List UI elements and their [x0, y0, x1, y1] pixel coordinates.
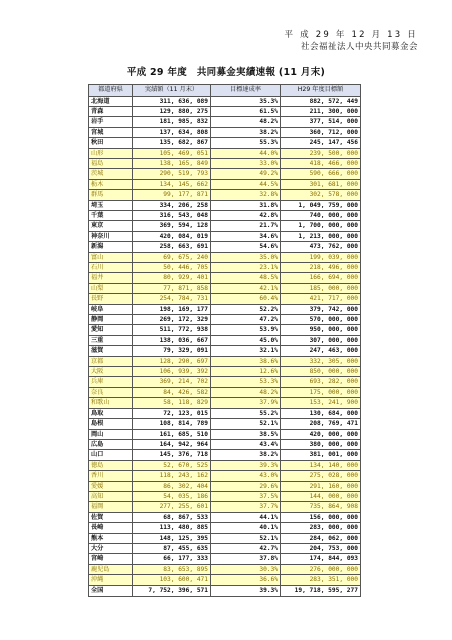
rate-cell: 43.0%: [211, 471, 281, 481]
prefecture-cell: 三重: [89, 335, 133, 345]
amount-cell: 198, 169, 177: [133, 304, 211, 314]
prefecture-cell: 秋田: [89, 138, 133, 148]
amount-cell: 113, 480, 885: [133, 523, 211, 533]
goal-cell: 166, 694, 000: [281, 273, 361, 283]
results-table: [88, 84, 361, 597]
prefecture-cell: 島根: [89, 419, 133, 429]
table-row: [89, 190, 361, 200]
goal-cell: 291, 160, 000: [281, 481, 361, 491]
table-row: [89, 210, 361, 220]
rate-cell: 48.5%: [211, 273, 281, 283]
rate-cell: 23.1%: [211, 263, 281, 273]
amount-cell: 105, 469, 051: [133, 148, 211, 158]
rate-cell: 32.1%: [211, 346, 281, 356]
rate-cell: 42.7%: [211, 543, 281, 553]
rate-cell: 37.5%: [211, 491, 281, 501]
amount-cell: 80, 929, 401: [133, 273, 211, 283]
rate-cell: 39.3%: [211, 460, 281, 470]
goal-cell: 156, 000, 000: [281, 512, 361, 522]
rate-cell: 48.2%: [211, 117, 281, 127]
table-row: [89, 512, 361, 522]
goal-cell: 740, 000, 000: [281, 210, 361, 220]
goal-cell: 332, 305, 000: [281, 356, 361, 366]
table-row: [89, 315, 361, 325]
table-row: [89, 429, 361, 439]
rate-cell: 38.2%: [211, 127, 281, 137]
goal-cell: 381, 001, 000: [281, 450, 361, 460]
amount-cell: 164, 942, 964: [133, 439, 211, 449]
goal-cell: 302, 578, 000: [281, 190, 361, 200]
goal-cell: 199, 039, 000: [281, 252, 361, 262]
table-row: [89, 543, 361, 553]
goal-cell: 275, 028, 000: [281, 471, 361, 481]
table-row: [89, 283, 361, 293]
rate-cell: 48.2%: [211, 387, 281, 397]
table-row: [89, 304, 361, 314]
goal-cell: 950, 000, 000: [281, 325, 361, 335]
table-row: [89, 481, 361, 491]
goal-cell: 144, 000, 000: [281, 491, 361, 501]
amount-cell: 118, 243, 162: [133, 471, 211, 481]
table-row: [89, 564, 361, 574]
table-body: [89, 96, 361, 585]
amount-cell: 77, 871, 858: [133, 283, 211, 293]
rate-cell: 31.8%: [211, 200, 281, 210]
prefecture-cell: 岩手: [89, 117, 133, 127]
goal-cell: 420, 000, 000: [281, 429, 361, 439]
goal-cell: 1, 213, 000, 000: [281, 231, 361, 241]
prefecture-cell: 北海道: [89, 96, 133, 106]
amount-cell: 316, 543, 048: [133, 210, 211, 220]
prefecture-cell: 富山: [89, 252, 133, 262]
goal-cell: 1, 049, 759, 000: [281, 200, 361, 210]
amount-cell: 269, 172, 329: [133, 315, 211, 325]
amount-cell: 138, 165, 849: [133, 158, 211, 168]
table-row: [89, 106, 361, 116]
goal-cell: 283, 351, 000: [281, 575, 361, 585]
goal-cell: 418, 466, 000: [281, 158, 361, 168]
rate-cell: 36.6%: [211, 575, 281, 585]
prefecture-cell: 広島: [89, 439, 133, 449]
prefecture-cell: 茨城: [89, 169, 133, 179]
amount-cell: 138, 036, 667: [133, 335, 211, 345]
prefecture-cell: 福島: [89, 158, 133, 168]
rate-cell: 43.4%: [211, 439, 281, 449]
table-row: [89, 221, 361, 231]
prefecture-cell: 青森: [89, 106, 133, 116]
column-header-rate: 目標達成率: [211, 85, 281, 97]
amount-cell: 135, 682, 867: [133, 138, 211, 148]
amount-cell: 181, 985, 832: [133, 117, 211, 127]
goal-cell: 185, 000, 000: [281, 283, 361, 293]
prefecture-cell: 熊本: [89, 533, 133, 543]
prefecture-cell: 佐賀: [89, 512, 133, 522]
table-row: [89, 533, 361, 543]
prefecture-cell: 栃木: [89, 179, 133, 189]
amount-cell: 145, 376, 718: [133, 450, 211, 460]
prefecture-cell: 大分: [89, 543, 133, 553]
goal-cell: 570, 000, 000: [281, 315, 361, 325]
amount-cell: 129, 880, 275: [133, 106, 211, 116]
amount-cell: 369, 594, 128: [133, 221, 211, 231]
prefecture-cell: 千葉: [89, 210, 133, 220]
column-header-prefecture: 都道府県: [89, 85, 133, 97]
column-header-amount: 実績額（11 月末）: [133, 85, 211, 97]
amount-cell: 103, 600, 471: [133, 575, 211, 585]
rate-cell: 30.3%: [211, 564, 281, 574]
amount-cell: 99, 177, 871: [133, 190, 211, 200]
report-date: 平 成 29 年 12 月 13 日: [284, 30, 418, 40]
goal-cell: 239, 500, 000: [281, 148, 361, 158]
prefecture-cell: 和歌山: [89, 398, 133, 408]
rate-cell: 42.1%: [211, 283, 281, 293]
rate-cell: 44.5%: [211, 179, 281, 189]
goal-cell: 218, 496, 000: [281, 263, 361, 273]
amount-cell: 108, 814, 789: [133, 419, 211, 429]
table-row: [89, 419, 361, 429]
amount-cell: 87, 455, 635: [133, 543, 211, 553]
goal-cell: 473, 762, 000: [281, 242, 361, 252]
prefecture-cell: 山梨: [89, 283, 133, 293]
column-header-goal: H29 年度目標額: [281, 85, 361, 97]
goal-cell: 245, 147, 456: [281, 138, 361, 148]
goal-cell: 208, 769, 471: [281, 419, 361, 429]
table-row: [89, 335, 361, 345]
goal-cell: 307, 000, 000: [281, 335, 361, 345]
amount-cell: 68, 867, 533: [133, 512, 211, 522]
amount-cell: 66, 177, 333: [133, 554, 211, 564]
prefecture-cell: 東京: [89, 221, 133, 231]
prefecture-cell: 山口: [89, 450, 133, 460]
rate-cell: 37.9%: [211, 398, 281, 408]
table-row: [89, 398, 361, 408]
total-label: 全国: [89, 585, 133, 597]
rate-cell: 34.6%: [211, 231, 281, 241]
amount-cell: 420, 084, 019: [133, 231, 211, 241]
amount-cell: 277, 255, 601: [133, 502, 211, 512]
prefecture-cell: 石川: [89, 263, 133, 273]
amount-cell: 254, 784, 731: [133, 294, 211, 304]
prefecture-cell: 徳島: [89, 460, 133, 470]
amount-cell: 54, 035, 186: [133, 491, 211, 501]
goal-cell: 1, 700, 000, 000: [281, 221, 361, 231]
amount-cell: 84, 426, 582: [133, 387, 211, 397]
goal-cell: 283, 000, 000: [281, 523, 361, 533]
table-row: [89, 491, 361, 501]
rate-cell: 42.8%: [211, 210, 281, 220]
rate-cell: 37.8%: [211, 554, 281, 564]
goal-cell: 421, 717, 000: [281, 294, 361, 304]
rate-cell: 45.0%: [211, 335, 281, 345]
amount-cell: 148, 125, 395: [133, 533, 211, 543]
goal-cell: 377, 514, 000: [281, 117, 361, 127]
rate-cell: 61.5%: [211, 106, 281, 116]
total-row: [89, 585, 361, 597]
rate-cell: 32.8%: [211, 190, 281, 200]
goal-cell: 211, 300, 000: [281, 106, 361, 116]
goal-cell: 134, 140, 000: [281, 460, 361, 470]
table-row: [89, 200, 361, 210]
prefecture-cell: 愛知: [89, 325, 133, 335]
rate-cell: 53.3%: [211, 377, 281, 387]
goal-cell: 276, 000, 000: [281, 564, 361, 574]
prefecture-cell: 鳥取: [89, 408, 133, 418]
goal-cell: 175, 000, 000: [281, 387, 361, 397]
table-row: [89, 356, 361, 366]
prefecture-cell: 岐阜: [89, 304, 133, 314]
table-row: [89, 117, 361, 127]
total-rate: 39.3%: [211, 585, 281, 597]
rate-cell: 55.3%: [211, 138, 281, 148]
rate-cell: 33.0%: [211, 158, 281, 168]
goal-cell: 247, 463, 000: [281, 346, 361, 356]
amount-cell: 86, 302, 404: [133, 481, 211, 491]
amount-cell: 137, 634, 808: [133, 127, 211, 137]
amount-cell: 134, 145, 662: [133, 179, 211, 189]
prefecture-cell: 福井: [89, 273, 133, 283]
table-row: [89, 554, 361, 564]
goal-cell: 130, 684, 000: [281, 408, 361, 418]
report-title: 平成 29 年度 共同募金実績速報 (11 月末): [126, 67, 326, 78]
goal-cell: 153, 241, 900: [281, 398, 361, 408]
rate-cell: 44.1%: [211, 512, 281, 522]
prefecture-cell: 宮崎: [89, 554, 133, 564]
rate-cell: 21.7%: [211, 221, 281, 231]
amount-cell: 258, 663, 691: [133, 242, 211, 252]
rate-cell: 35.0%: [211, 252, 281, 262]
prefecture-cell: 新潟: [89, 242, 133, 252]
table-row: [89, 460, 361, 470]
goal-cell: 204, 753, 000: [281, 543, 361, 553]
table-row: [89, 367, 361, 377]
amount-cell: 72, 123, 015: [133, 408, 211, 418]
table-row: [89, 263, 361, 273]
rate-cell: 12.6%: [211, 367, 281, 377]
amount-cell: 128, 290, 697: [133, 356, 211, 366]
rate-cell: 52.1%: [211, 419, 281, 429]
rate-cell: 55.2%: [211, 408, 281, 418]
rate-cell: 35.3%: [211, 96, 281, 106]
goal-cell: 693, 282, 000: [281, 377, 361, 387]
amount-cell: 334, 206, 258: [133, 200, 211, 210]
amount-cell: 511, 772, 938: [133, 325, 211, 335]
table-row: [89, 148, 361, 158]
prefecture-cell: 香川: [89, 471, 133, 481]
prefecture-cell: 京都: [89, 356, 133, 366]
prefecture-cell: 静岡: [89, 315, 133, 325]
table-row: [89, 158, 361, 168]
prefecture-cell: 愛媛: [89, 481, 133, 491]
rate-cell: 38.6%: [211, 356, 281, 366]
rate-cell: 52.1%: [211, 533, 281, 543]
table-row: [89, 294, 361, 304]
table-row: [89, 169, 361, 179]
rate-cell: 52.2%: [211, 304, 281, 314]
goal-cell: 850, 000, 000: [281, 367, 361, 377]
table-row: [89, 138, 361, 148]
table-row: [89, 471, 361, 481]
prefecture-cell: 群馬: [89, 190, 133, 200]
rate-cell: 37.7%: [211, 502, 281, 512]
amount-cell: 369, 214, 702: [133, 377, 211, 387]
table-row: [89, 502, 361, 512]
table-row: [89, 346, 361, 356]
prefecture-cell: 高知: [89, 491, 133, 501]
amount-cell: 69, 675, 240: [133, 252, 211, 262]
total-amount: 7, 752, 396, 571: [133, 585, 211, 597]
prefecture-cell: 長野: [89, 294, 133, 304]
rate-cell: 53.9%: [211, 325, 281, 335]
table-row: [89, 408, 361, 418]
rate-cell: 47.2%: [211, 315, 281, 325]
prefecture-cell: 福岡: [89, 502, 133, 512]
rate-cell: 40.1%: [211, 523, 281, 533]
amount-cell: 79, 329, 091: [133, 346, 211, 356]
table-row: [89, 252, 361, 262]
rate-cell: 54.6%: [211, 242, 281, 252]
amount-cell: 311, 636, 089: [133, 96, 211, 106]
goal-cell: 301, 681, 000: [281, 179, 361, 189]
prefecture-cell: 岡山: [89, 429, 133, 439]
table-row: [89, 231, 361, 241]
prefecture-cell: 奈良: [89, 387, 133, 397]
prefecture-cell: 兵庫: [89, 377, 133, 387]
total-goal: 19, 718, 595, 277: [281, 585, 361, 597]
rate-cell: 60.4%: [211, 294, 281, 304]
table-row: [89, 523, 361, 533]
goal-cell: 284, 062, 000: [281, 533, 361, 543]
rate-cell: 44.0%: [211, 148, 281, 158]
prefecture-cell: 鹿児島: [89, 564, 133, 574]
table-row: [89, 273, 361, 283]
table-row: [89, 96, 361, 106]
prefecture-cell: 山形: [89, 148, 133, 158]
prefecture-cell: 埼玉: [89, 200, 133, 210]
table-row: [89, 439, 361, 449]
prefecture-cell: 宮城: [89, 127, 133, 137]
rate-cell: 38.2%: [211, 450, 281, 460]
amount-cell: 290, 519, 793: [133, 169, 211, 179]
table-row: [89, 127, 361, 137]
goal-cell: 590, 666, 000: [281, 169, 361, 179]
goal-cell: 360, 712, 000: [281, 127, 361, 137]
table-row: [89, 179, 361, 189]
rate-cell: 49.2%: [211, 169, 281, 179]
table-row: [89, 450, 361, 460]
goal-cell: 379, 742, 000: [281, 304, 361, 314]
table-row: [89, 377, 361, 387]
goal-cell: 380, 000, 000: [281, 439, 361, 449]
amount-cell: 106, 939, 392: [133, 367, 211, 377]
amount-cell: 52, 670, 525: [133, 460, 211, 470]
rate-cell: 38.5%: [211, 429, 281, 439]
prefecture-cell: 神奈川: [89, 231, 133, 241]
goal-cell: 174, 844, 093: [281, 554, 361, 564]
table-row: [89, 575, 361, 585]
prefecture-cell: 大阪: [89, 367, 133, 377]
rate-cell: 29.6%: [211, 481, 281, 491]
goal-cell: 882, 572, 449: [281, 96, 361, 106]
prefecture-cell: 沖縄: [89, 575, 133, 585]
table-row: [89, 325, 361, 335]
table-header-row: [89, 85, 361, 97]
prefecture-cell: 滋賀: [89, 346, 133, 356]
amount-cell: 58, 118, 829: [133, 398, 211, 408]
prefecture-cell: 長崎: [89, 523, 133, 533]
amount-cell: 161, 685, 510: [133, 429, 211, 439]
table-row: [89, 242, 361, 252]
amount-cell: 50, 446, 705: [133, 263, 211, 273]
goal-cell: 735, 864, 908: [281, 502, 361, 512]
table-row: [89, 387, 361, 397]
amount-cell: 83, 653, 895: [133, 564, 211, 574]
organization-name: 社会福祉法人中央共同募金会: [300, 42, 418, 52]
